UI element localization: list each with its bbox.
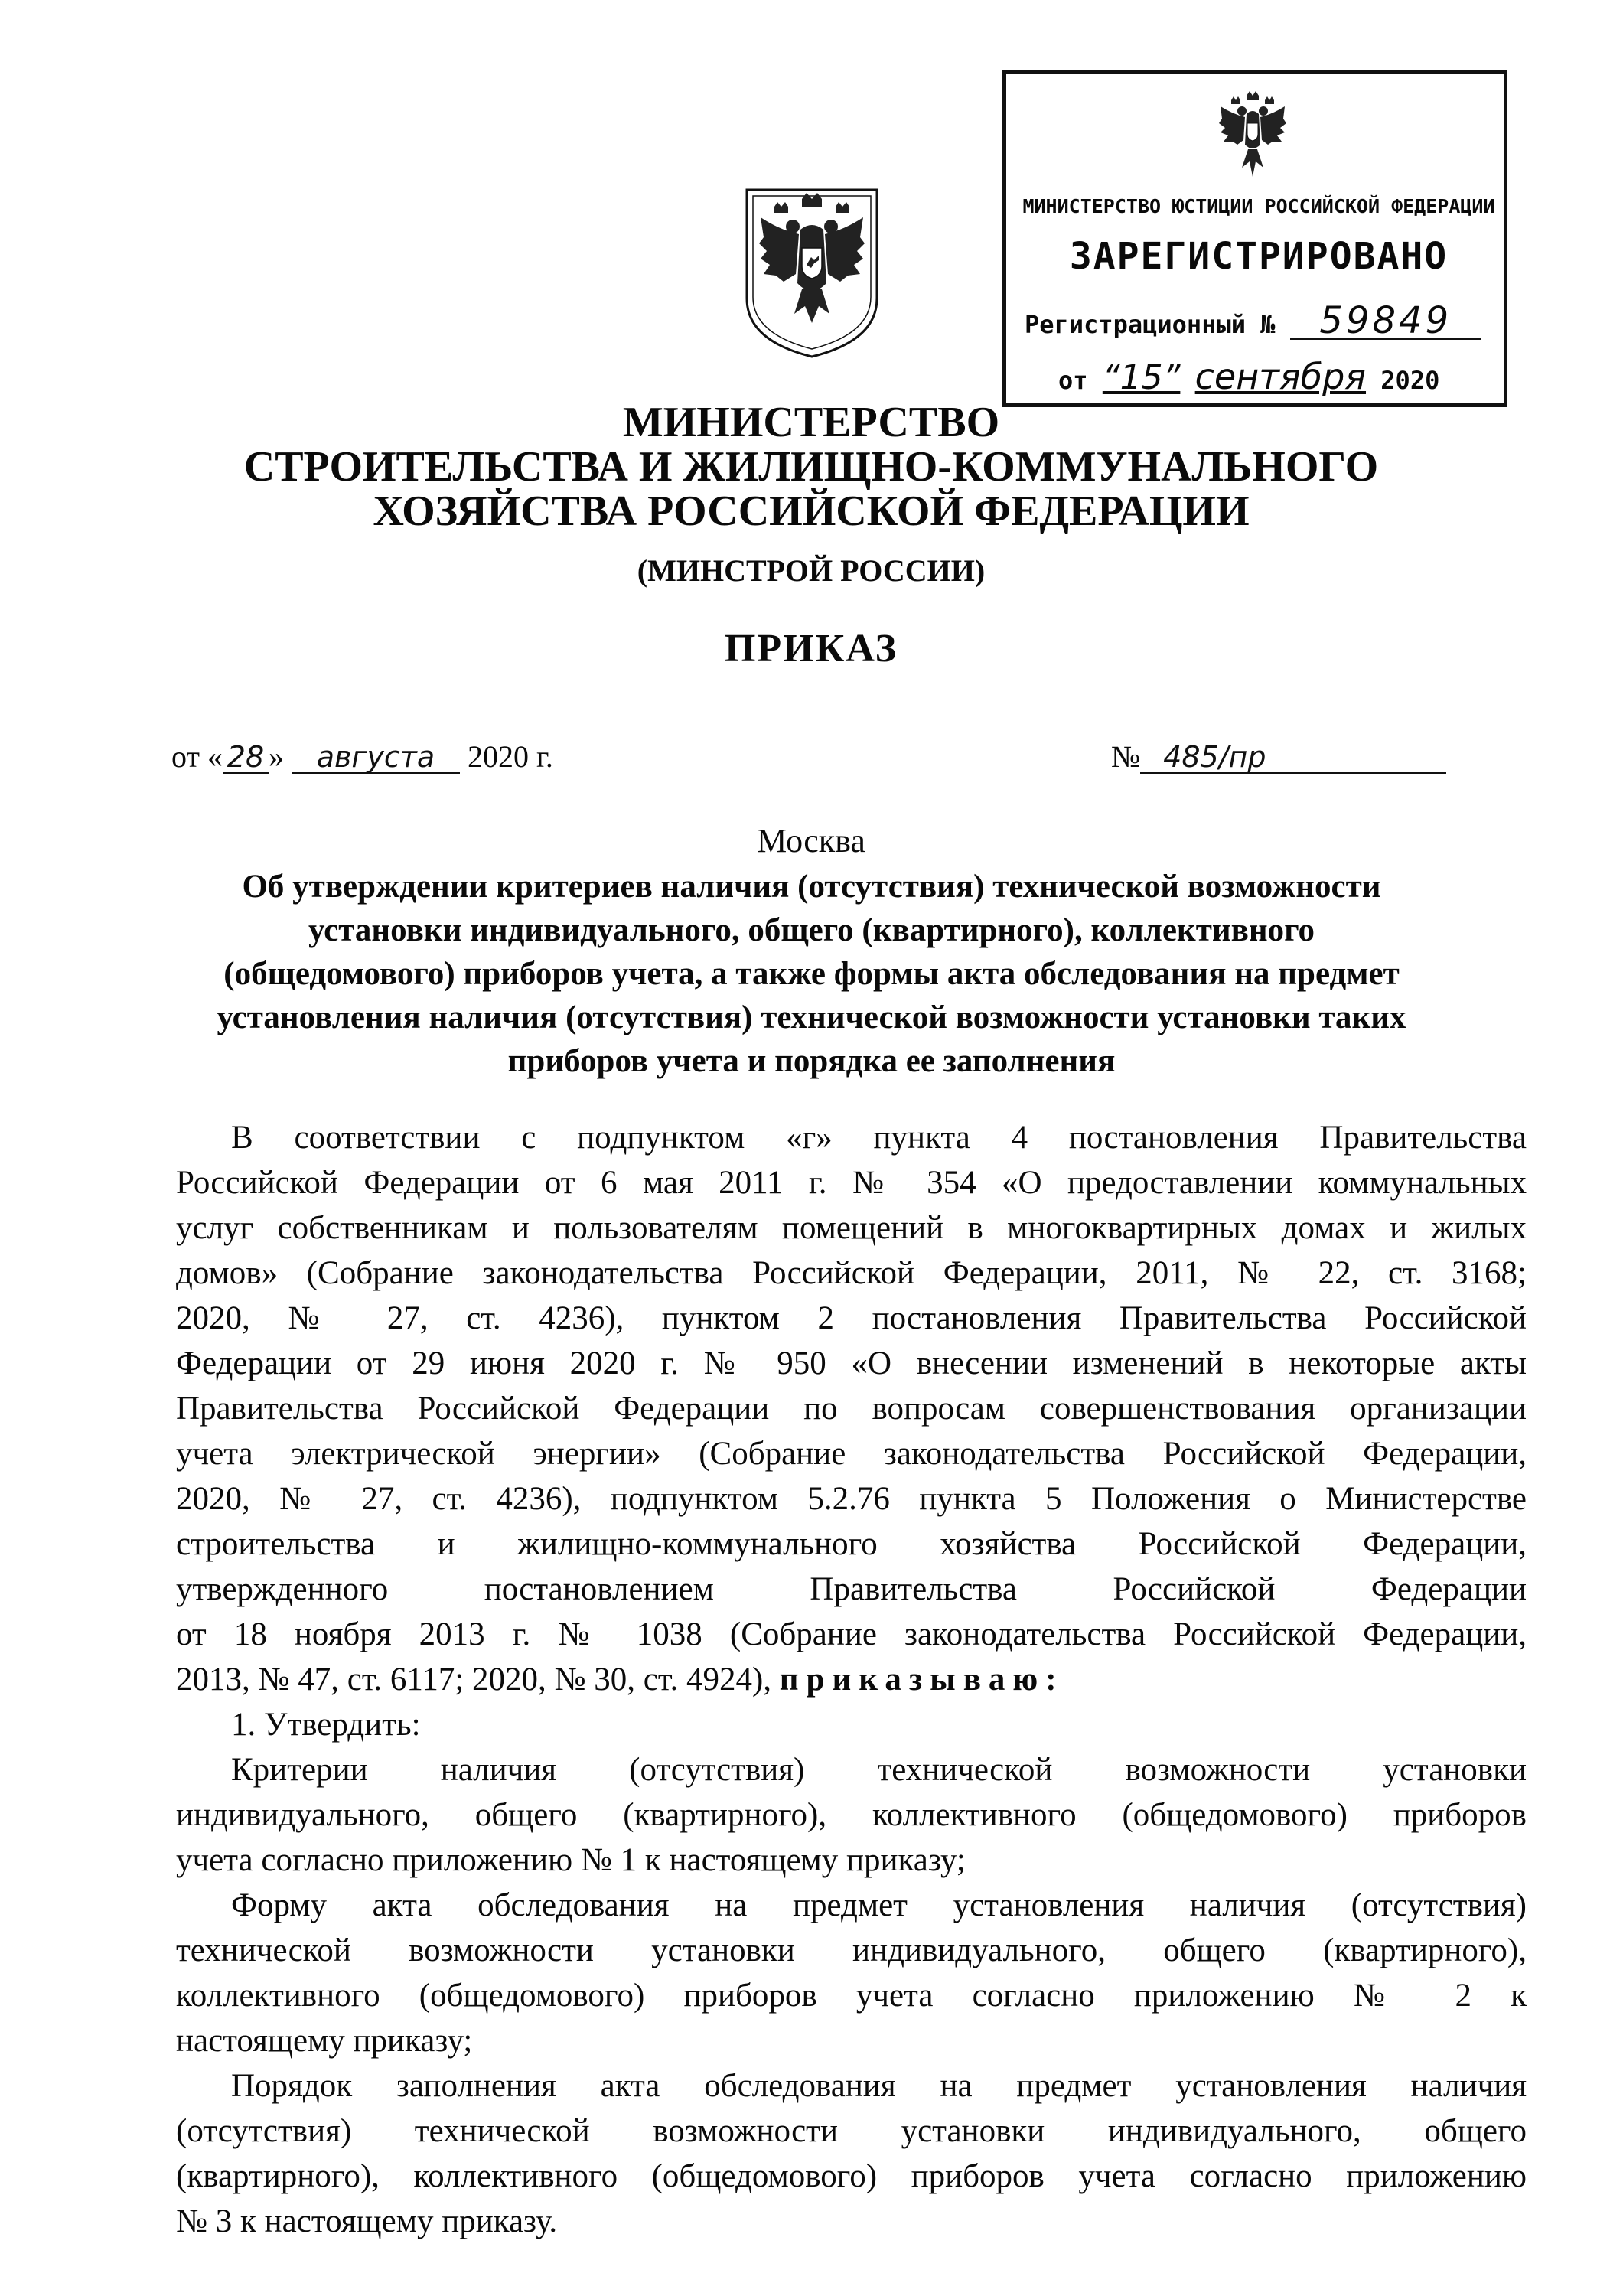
body-line: Порядок заполнения акта обследования на предмет установления наличия <box>231 2068 1527 2104</box>
document-type: ПРИКАЗ <box>724 627 898 670</box>
order-body <box>176 1115 1527 2244</box>
body-line: Правительства Российской Федерации по вопросам совершенствования организации <box>176 1391 1527 1427</box>
stamp-day: “15” <box>1102 358 1181 397</box>
stamp-year: 2020 <box>1380 366 1440 395</box>
body-line: учета согласно приложению № 1 к настоящему приказу; <box>176 1842 966 1878</box>
stamp-registration-line <box>1025 299 1481 342</box>
order-date-day: 28 <box>223 742 269 774</box>
order-date-month: августа <box>292 742 460 774</box>
body-line: В соответствии с подпунктом «г» пункта 4 постановления Правительства <box>231 1120 1527 1156</box>
body-line: № 3 к настоящему приказу. <box>176 2203 558 2239</box>
order-number-value: 485/пр <box>1140 742 1446 774</box>
body-line: домов» (Собрание законодательства Российской Федерации, 2011, № 22, ст. 3168; <box>176 1255 1527 1291</box>
body-line: настоящему приказу; <box>176 2023 473 2059</box>
body-line <box>176 1657 1527 1702</box>
body-line: Российской Федерации от 6 мая 2011 г. № 354 «О предоставлении коммунальных <box>176 1165 1527 1201</box>
body-line: Форму акта обследования на предмет установления наличия (отсутствия) <box>231 1887 1527 1923</box>
order-title <box>145 865 1478 1083</box>
stamp-reg-number: 59849 <box>1290 304 1481 340</box>
stamp-registered-label: ЗАРЕГИСТРИРОВАНО <box>1069 235 1449 278</box>
stamp-emblem-icon <box>1213 88 1292 183</box>
body-line: утвержденного постановлением Правительства Российской Федерации <box>176 1571 1527 1607</box>
ministry-title-line-2: СТРОИТЕЛЬСТВА И ЖИЛИЩНО-КОММУНАЛЬНОГО <box>243 443 1379 491</box>
ministry-title-line-1: МИНИСТЕРСТВО <box>622 399 1000 446</box>
body-line-text: 2013, № 47, ст. 6117; 2020, № 30, ст. 4924), <box>176 1662 772 1698</box>
order-title-line: установления наличия (отсутствия) технической возможности установки таких <box>217 1000 1406 1035</box>
order-date-year: 2020 г. <box>467 739 553 774</box>
order-date <box>171 739 553 775</box>
body-line: 1. Утвердить: <box>231 1707 421 1743</box>
stamp-date-line <box>1058 356 1439 397</box>
order-title-line: установки индивидуального, общего (квартирного), коллективного <box>308 912 1315 948</box>
stamp-reg-label: Регистрационный № <box>1025 310 1276 339</box>
body-line: Критерии наличия (отсутствия) технической возможности установки <box>231 1752 1527 1788</box>
order-directive-word: приказываю: <box>779 1662 1064 1698</box>
coat-of-arms-emblem <box>741 184 883 360</box>
body-line: технической возможности установки индивидуального, общего (квартирного), <box>176 1932 1527 1968</box>
city: Москва <box>757 822 865 859</box>
body-line: (квартирного), коллективного (общедомового) приборов учета согласно приложению <box>176 2158 1527 2194</box>
order-number <box>1111 739 1446 775</box>
body-line: от 18 ноября 2013 г. № 1038 (Собрание законодательства Российской Федерации, <box>176 1616 1527 1652</box>
ministry-title-line-3: ХОЗЯЙСТВА РОССИЙСКОЙ ФЕДЕРАЦИИ <box>373 488 1250 535</box>
stamp-ministry-name: МИНИСТЕРСТВО ЮСТИЦИИ РОССИЙСКОЙ ФЕДЕРАЦИИ <box>1022 195 1495 217</box>
order-title-line: (общедомового) приборов учета, а также формы акта обследования на предмет <box>223 956 1400 992</box>
ministry-short-name: (МИНСТРОЙ РОССИИ) <box>637 553 986 588</box>
stamp-month: сентября <box>1194 356 1367 397</box>
body-line: 2020, № 27, ст. 4236), подпунктом 5.2.76 пункта 5 Положения о Министерстве <box>176 1481 1527 1517</box>
order-title-line: приборов учета и порядка ее заполнения <box>507 1043 1116 1079</box>
body-line: строительства и жилищно-коммунального хозяйства Российской Федерации, <box>176 1526 1527 1562</box>
order-number-label: № <box>1111 739 1141 774</box>
body-line: 2020, № 27, ст. 4236), пунктом 2 постановления Правительства Российской <box>176 1300 1527 1336</box>
body-line: учета электрической энергии» (Собрание законодательства Российской Федерации, <box>176 1436 1527 1472</box>
body-line: Федерации от 29 июня 2020 г. № 950 «О внесении изменений в некоторые акты <box>176 1345 1527 1381</box>
stamp-date-prefix: от <box>1058 366 1088 395</box>
body-line: индивидуального, общего (квартирного), коллективного (общедомового) приборов <box>176 1797 1527 1833</box>
registration-stamp <box>1002 70 1507 407</box>
body-line: услуг собственникам и пользователям помещений в многоквартирных домах и жилых <box>176 1210 1527 1246</box>
order-date-day-close: » <box>268 739 284 774</box>
body-line: коллективного (общедомового) приборов учета согласно приложению № 2 к <box>176 1978 1527 2014</box>
order-title-line: Об утверждении критериев наличия (отсутствия) технической возможности <box>242 869 1381 905</box>
order-date-prefix: от « <box>171 739 223 774</box>
body-line: (отсутствия) технической возможности установки индивидуального, общего <box>176 2113 1527 2149</box>
